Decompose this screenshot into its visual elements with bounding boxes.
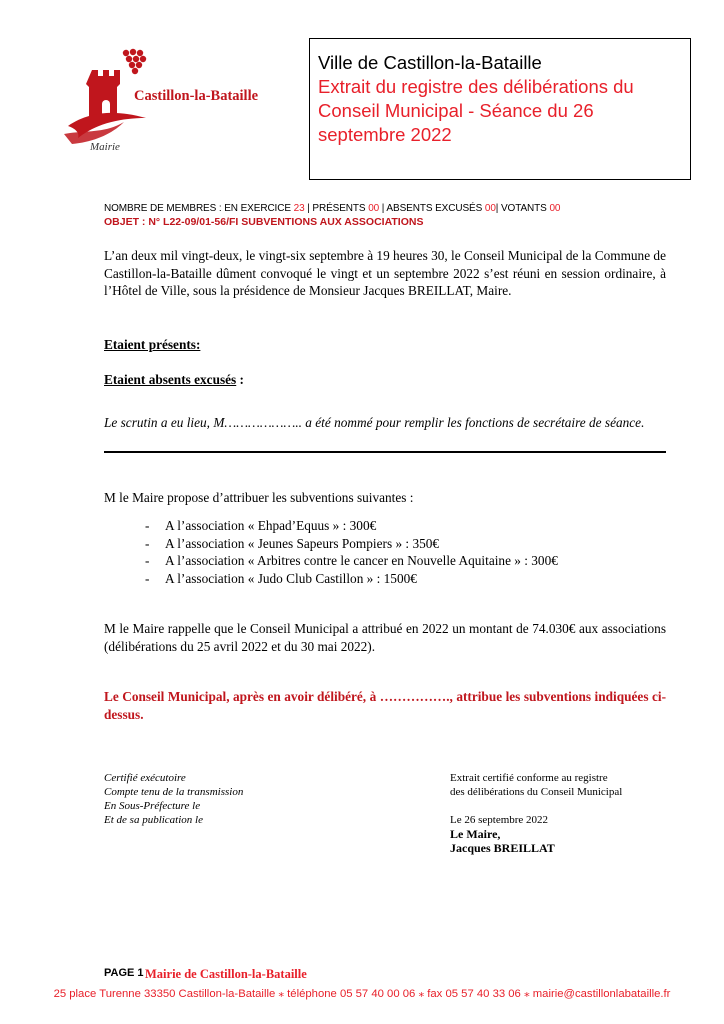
objet-line: OBJET : N° L22-09/01-56/FI SUBVENTIONS AUX ASSOCIATIONS bbox=[104, 216, 424, 228]
presents-heading: Etaient présents: bbox=[104, 337, 201, 352]
logo-town-name: Castillon-la-Bataille bbox=[134, 88, 259, 104]
footer-address: 25 place Turenne 33350 Castillon-la-Bataille ⁎ téléphone 05 57 40 00 06 ⁎ fax 05 57 40 33 06 ⁎ mairie@castillonlabataille.fr bbox=[53, 988, 671, 1000]
list-item: - A l’association « Ehpad’Equus » : 300€ bbox=[145, 517, 558, 535]
members-label: NOMBRE DE MEMBRES : EN EXERCICE bbox=[104, 203, 294, 214]
subventions-list bbox=[145, 517, 558, 587]
list-item: - A l’association « Judo Club Castillon » : 1500€ bbox=[145, 570, 558, 588]
votes-value: 00 bbox=[549, 203, 561, 214]
decision-paragraph: Le Conseil Municipal, après en avoir délibéré, à ……………., attribue les subventions indiquées ci-dessus. bbox=[104, 689, 666, 722]
present-value: 00 bbox=[368, 203, 380, 214]
cert-line: Certifié exécutoire bbox=[104, 772, 186, 784]
proposal-text: M le Maire propose d’attribuer les subventions suivantes : bbox=[104, 490, 414, 505]
cert-conform-line: des délibérations du Conseil Municipal bbox=[450, 786, 623, 798]
intro-paragraph: L’an deux mil vingt-deux, le vingt-six septembre à 19 heures 30, le Conseil Municipal de la Commune de Castillon-la-Bataille dûment convoqué le vingt et un septembre 2022 s’est réuni en session ordinaire, à l’Hôtel de Ville, sous la présidence de Monsieur Jacques BREILLAT, Maire. bbox=[104, 248, 666, 298]
title-town: Ville de Castillon-la-Bataille bbox=[318, 52, 542, 73]
signature-role: Le Maire, bbox=[450, 827, 501, 841]
absents-heading bbox=[104, 371, 244, 389]
excused-label: | ABSENTS EXCUSÉS bbox=[379, 203, 485, 214]
absents-colon: : bbox=[236, 372, 244, 387]
votes-label: | VOTANTS bbox=[495, 203, 550, 214]
page-number: PAGE 1 bbox=[104, 967, 144, 979]
document-title-box bbox=[309, 38, 691, 180]
list-item: - A l’association « Jeunes Sapeurs Pompiers » : 350€ bbox=[145, 535, 558, 553]
members-value: 23 bbox=[293, 203, 305, 214]
cert-line: Et de sa publication le bbox=[104, 814, 203, 826]
title-register: Extrait du registre des délibérations du Conseil Municipal - Séance du 26 septembre 2022 bbox=[318, 76, 634, 145]
absents-label: Etaient absents excusés bbox=[104, 372, 237, 387]
present-label: | PRÉSENTS bbox=[304, 203, 369, 214]
members-line bbox=[104, 203, 560, 214]
cert-line: En Sous-Préfecture le bbox=[104, 800, 201, 812]
list-item: - A l’association « Arbitres contre le cancer en Nouvelle Aquitaine » : 300€ bbox=[145, 552, 558, 570]
footer-mairie: Mairie de Castillon-la-Bataille bbox=[145, 967, 307, 981]
certification-block bbox=[104, 771, 243, 827]
divider-line bbox=[104, 451, 666, 453]
signature-date: Le 26 septembre 2022 bbox=[450, 814, 549, 826]
excused-value: 00 bbox=[484, 203, 496, 214]
cert-line: Compte tenu de la transmission bbox=[104, 786, 244, 798]
logo-mairie-label: Mairie bbox=[90, 141, 120, 153]
town-logo bbox=[64, 48, 284, 168]
cert-conform-line: Extrait certifié conforme au registre bbox=[450, 772, 608, 784]
reminder-paragraph: M le Maire rappelle que le Conseil Municipal a attribué en 2022 un montant de 74.030€ aux associations (délibérations du 25 avril 2022 et du 30 mai 2022). bbox=[104, 621, 666, 654]
scrutin-paragraph: Le scrutin a eu lieu, M……………….. a été nommé pour remplir les fonctions de secrétaire de séance. bbox=[104, 415, 645, 430]
signature-block bbox=[450, 771, 622, 855]
signature-name: Jacques BREILLAT bbox=[450, 841, 555, 855]
